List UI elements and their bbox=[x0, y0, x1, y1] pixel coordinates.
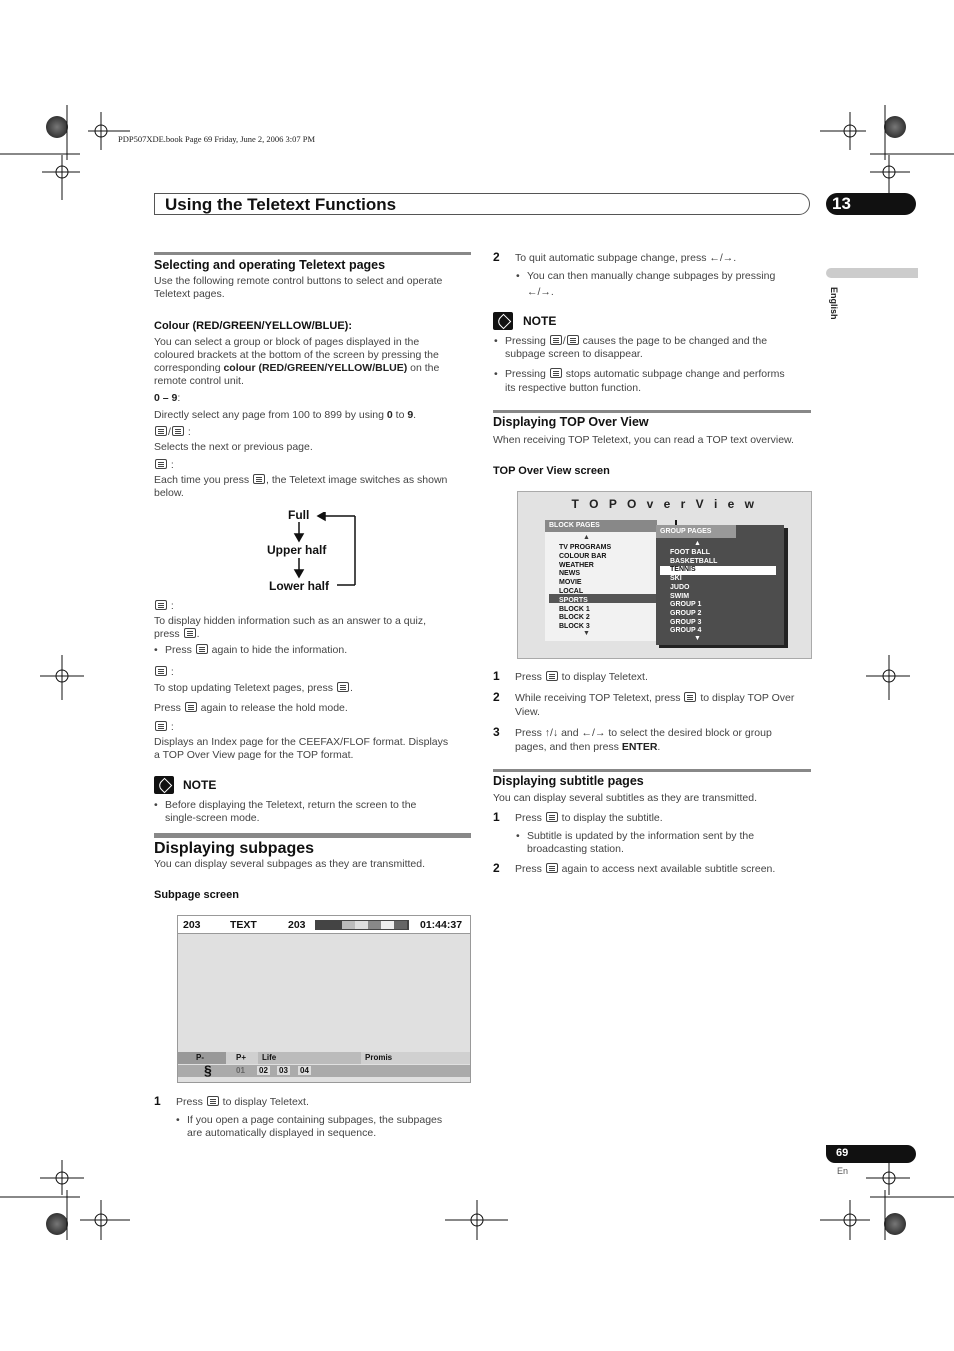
reveal-bullet: • Press again to hide the information. bbox=[165, 644, 347, 657]
size-text: Each time you press , the Teletext image switches as shown bbox=[154, 474, 448, 486]
index-text: a TOP Over View page for the TOP format. bbox=[154, 749, 354, 761]
meter-segment bbox=[368, 921, 381, 929]
section-title-subpages: Displaying subpages bbox=[154, 840, 315, 857]
chapter-number-badge bbox=[826, 193, 916, 215]
page-language: En bbox=[837, 1166, 849, 1176]
scroll-down-icon: ▼ bbox=[583, 630, 590, 637]
chapter-number: 13 bbox=[832, 194, 851, 213]
step-text: To quit automatic subpage change, press ←/→. bbox=[515, 252, 737, 264]
section-title-top: Displaying TOP Over View bbox=[493, 415, 649, 429]
size-icon bbox=[253, 474, 265, 484]
signal-meter bbox=[315, 920, 409, 930]
clock: 01:44:37 bbox=[420, 919, 463, 931]
hold-icon bbox=[185, 702, 197, 712]
meter-segment bbox=[342, 921, 355, 929]
index-icon bbox=[684, 692, 696, 702]
top-over-view-screen bbox=[517, 491, 812, 659]
note-bullet-cont: single-screen mode. bbox=[165, 812, 260, 824]
promis-label: Promis bbox=[365, 1053, 393, 1062]
block-item: BLOCK 3 bbox=[559, 623, 590, 631]
block-pages-header: BLOCK PAGES bbox=[545, 520, 657, 532]
note-bullet: • Pressing / causes the page to be changed and the bbox=[505, 335, 767, 348]
teletext-icon bbox=[546, 671, 558, 681]
size-text: below. bbox=[154, 487, 184, 499]
reveal-icon bbox=[184, 628, 196, 638]
note-icon bbox=[493, 312, 513, 330]
section-rule bbox=[154, 252, 471, 255]
size-icon bbox=[155, 459, 167, 469]
note-bullet-cont: subpage screen to disappear. bbox=[505, 348, 643, 360]
page-number-2: 203 bbox=[288, 919, 306, 931]
index-icon bbox=[155, 721, 167, 731]
intro-line: Teletext pages. bbox=[154, 288, 225, 300]
step-number: 1 bbox=[154, 1094, 161, 1108]
group-item: TENNIS bbox=[670, 566, 696, 574]
digits-heading: 0 – 9: bbox=[154, 392, 181, 404]
step-bullet: • You can then manually change subpages by pressing bbox=[527, 270, 775, 283]
group-pages-header: GROUP PAGES bbox=[656, 525, 736, 538]
step-text: Press to display Teletext. bbox=[515, 671, 648, 683]
subpages-intro: You can display several subpages as they are transmitted. bbox=[154, 858, 426, 870]
group-item: FOOT BALL bbox=[670, 549, 711, 556]
section-rule bbox=[154, 833, 471, 838]
subtitle-icon bbox=[546, 812, 558, 822]
meter-segment bbox=[394, 921, 407, 929]
step-text: While receiving TOP Teletext, press to display TOP Over bbox=[515, 692, 795, 704]
page-number-badge bbox=[826, 1145, 916, 1163]
block-list bbox=[559, 544, 611, 632]
page-down-icon bbox=[567, 335, 579, 345]
group-item: GROUP 2 bbox=[670, 609, 702, 617]
top-screen-heading: TOP Over View screen bbox=[493, 465, 610, 477]
step-number: 3 bbox=[493, 725, 500, 739]
language-label: English bbox=[829, 287, 839, 320]
section-rule bbox=[493, 410, 811, 413]
group-item: GROUP 4 bbox=[670, 627, 702, 635]
group-item: BASKETBALL bbox=[670, 557, 718, 565]
file-info-line: PDP507XDE.book Page 69 Friday, June 2, 2006 3:07 PM bbox=[118, 134, 316, 144]
hold-icon bbox=[337, 682, 349, 692]
step-text: Press again to access next available subtitle screen. bbox=[515, 863, 776, 875]
digits-text: Directly select any page from 100 to 899 by using 0 to 9. bbox=[154, 409, 417, 421]
mode-label: TEXT bbox=[230, 919, 257, 931]
step-bullet: • Subtitle is updated by the information sent by the bbox=[527, 830, 754, 843]
scroll-down-icon: ▼ bbox=[694, 635, 701, 642]
step-text: Press to display the subtitle. bbox=[515, 812, 663, 824]
subpage-item: 02 bbox=[259, 1066, 268, 1075]
block-item: COLOUR BAR bbox=[559, 552, 607, 560]
reveal-icon bbox=[155, 600, 167, 610]
step-text: Press ↑/↓ and ←/→ to select the desired block or group bbox=[515, 727, 772, 739]
step-text-cont: View. bbox=[515, 706, 540, 718]
size-heading: : bbox=[154, 459, 174, 472]
step-number: 2 bbox=[493, 690, 500, 704]
hold-text: To stop updating Teletext pages, press . bbox=[154, 682, 353, 694]
subpage-item: 04 bbox=[300, 1066, 309, 1075]
hold-text: Press again to release the hold mode. bbox=[154, 702, 348, 714]
group-item: GROUP 1 bbox=[670, 601, 702, 609]
meter-segment bbox=[355, 921, 368, 929]
subpage-status-bar bbox=[178, 916, 470, 934]
page-number: 69 bbox=[836, 1147, 849, 1159]
group-item: SKI bbox=[670, 575, 682, 583]
language-tab bbox=[826, 268, 918, 278]
step-bullet: • If you open a page containing subpages, the subpages bbox=[187, 1114, 442, 1127]
subpage-symbol-icon: § bbox=[204, 1062, 212, 1078]
group-pages-panel bbox=[656, 525, 784, 645]
page-number: 203 bbox=[183, 919, 201, 931]
subpage-item: 01 bbox=[236, 1066, 245, 1075]
subtitle-intro: You can display several subtitles as they are transmitted. bbox=[493, 792, 758, 804]
subpage-screen bbox=[177, 915, 471, 1083]
top-screen-title: T O P O v e r V i e w bbox=[571, 497, 758, 511]
teletext-icon bbox=[207, 1096, 219, 1106]
block-pages-panel bbox=[545, 520, 657, 641]
colour-text: coloured brackets at the bottom of the screen by pressing the bbox=[154, 349, 439, 361]
reveal-text: To display hidden information such as an answer to a quiz, bbox=[154, 615, 426, 627]
step-number: 1 bbox=[493, 810, 500, 824]
colour-text: corresponding colour (RED/GREEN/YELLOW/BLUE) on the bbox=[154, 362, 440, 374]
index-heading: : bbox=[154, 721, 174, 734]
step-bullet-cont: broadcasting station. bbox=[527, 843, 624, 855]
subpage-screen-heading: Subpage screen bbox=[154, 889, 239, 901]
scroll-up-icon: ▲ bbox=[694, 540, 701, 547]
page-updown-heading: / : bbox=[154, 426, 191, 439]
scroll-up-icon: ▲ bbox=[583, 534, 590, 541]
note-bullet-cont: its respective button function. bbox=[505, 382, 641, 394]
flow-full: Full bbox=[288, 508, 310, 522]
index-text: Displays an Index page for the CEEFAX/FLOF format. Displays bbox=[154, 736, 449, 748]
page-up-icon bbox=[550, 335, 562, 345]
note-label: NOTE bbox=[523, 314, 557, 328]
block-item: BLOCK 2 bbox=[559, 614, 590, 622]
block-item: NEWS bbox=[559, 570, 580, 578]
block-item: TV PROGRAMS bbox=[559, 544, 612, 551]
chapter-header bbox=[154, 193, 810, 215]
flow-upper-half: Upper half bbox=[267, 543, 327, 557]
block-item: LOCAL bbox=[559, 587, 584, 595]
intro-line: Use the following remote control buttons to select and operate bbox=[154, 275, 443, 287]
fastext-row bbox=[178, 1052, 470, 1064]
meter-segment bbox=[329, 921, 342, 929]
reveal-heading: : bbox=[154, 600, 174, 613]
hold-icon bbox=[550, 368, 562, 378]
subtitle-icon bbox=[546, 863, 558, 873]
flow-arrows bbox=[285, 512, 365, 592]
group-list bbox=[670, 549, 717, 636]
page-updown-text: Selects the next or previous page. bbox=[154, 441, 313, 453]
flow-lower-half: Lower half bbox=[269, 579, 330, 593]
colour-text: You can select a group or block of pages displayed in the bbox=[154, 336, 420, 348]
top-intro: When receiving TOP Teletext, you can read a TOP text overview. bbox=[493, 434, 794, 446]
subpage-list-row bbox=[178, 1062, 470, 1078]
step-number: 2 bbox=[493, 861, 500, 875]
section-title-subtitle: Displaying subtitle pages bbox=[493, 774, 644, 788]
page-up-icon bbox=[155, 426, 167, 436]
note-label: NOTE bbox=[183, 778, 217, 792]
p-minus: P- bbox=[196, 1053, 204, 1062]
block-item: SPORTS bbox=[559, 596, 588, 604]
subpage-item: 03 bbox=[279, 1066, 288, 1075]
block-item: WEATHER bbox=[559, 561, 594, 569]
step-bullet-cont: are automatically displayed in sequence. bbox=[187, 1127, 377, 1139]
block-item: BLOCK 1 bbox=[559, 605, 590, 613]
page-down-icon bbox=[172, 426, 184, 436]
p-plus: P+ bbox=[236, 1053, 247, 1062]
colour-heading: Colour (RED/GREEN/YELLOW/BLUE): bbox=[154, 320, 352, 332]
group-item: GROUP 3 bbox=[670, 618, 702, 626]
meter-segment bbox=[381, 921, 394, 929]
hold-icon bbox=[155, 666, 167, 676]
group-item: SWIM bbox=[670, 592, 690, 600]
note-icon bbox=[154, 776, 174, 794]
group-item: JUDO bbox=[670, 583, 690, 591]
step-text-cont: pages, and then press ENTER. bbox=[515, 741, 661, 753]
section-rule bbox=[493, 769, 811, 772]
step-number: 2 bbox=[493, 250, 500, 264]
step-number: 1 bbox=[493, 669, 500, 683]
section-title-selecting: Selecting and operating Teletext pages bbox=[154, 258, 386, 272]
note-bullet: • Pressing stops automatic subpage change and performs bbox=[505, 368, 785, 381]
reveal-text: press . bbox=[154, 628, 200, 640]
step-text: Press to display Teletext. bbox=[176, 1096, 309, 1108]
colour-text: remote control unit. bbox=[154, 375, 244, 387]
step-bullet-cont: ←/→. bbox=[527, 286, 554, 298]
hold-heading: : bbox=[154, 666, 174, 679]
page-title: Using the Teletext Functions bbox=[165, 195, 397, 214]
block-item: MOVIE bbox=[559, 579, 582, 587]
note-bullet: • Before displaying the Teletext, return the screen to the bbox=[165, 799, 416, 812]
reveal-icon bbox=[196, 644, 208, 654]
life-label: Life bbox=[262, 1053, 277, 1062]
